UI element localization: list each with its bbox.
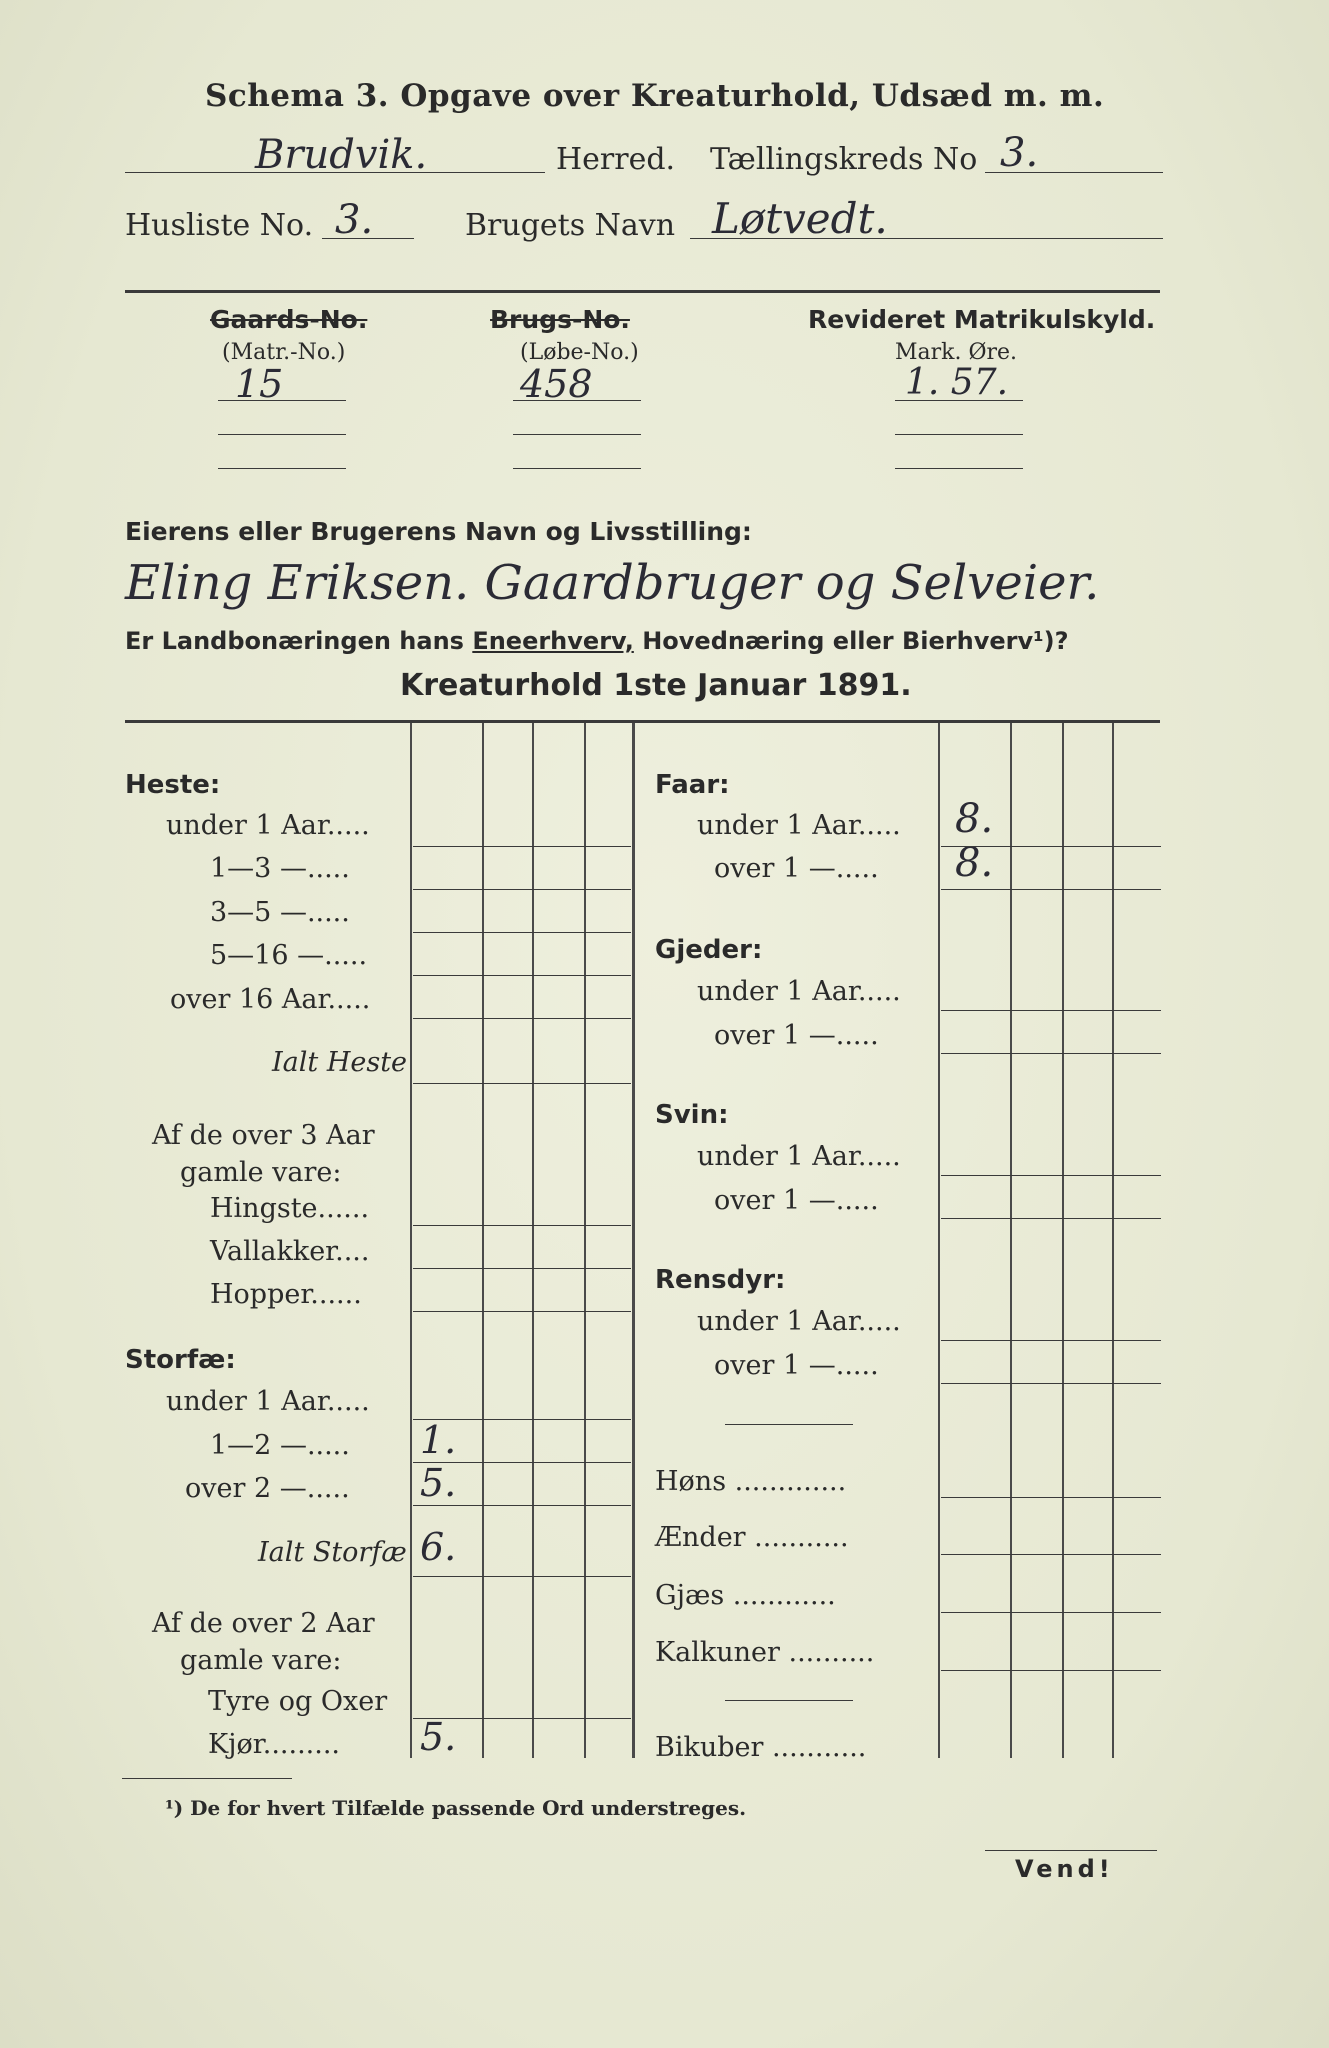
vrule-left-3: [532, 723, 534, 1758]
faar-under-label: under 1 Aar.....: [697, 810, 901, 841]
matrikul-sublabel: Mark. Øre.: [895, 340, 1018, 365]
landbo-question: [125, 627, 1069, 655]
af2-line-b: gamle vare:: [180, 1645, 342, 1676]
heste-row-2: 1—3 —.....: [210, 853, 350, 884]
faar-under-value: 8.: [955, 796, 994, 842]
owner-label: Eierens eller Brugerens Navn og Livsstilling:: [125, 517, 752, 546]
storfae-row-2: 1—2 —.....: [210, 1430, 350, 1461]
right-separator-2: [725, 1700, 853, 1701]
lrow-line-s3: [413, 1505, 631, 1506]
lrow-line-4: [413, 975, 631, 976]
footnote: ¹) De for hvert Tilfælde passende Ord understreges.: [165, 1796, 747, 1820]
lrow-line-s2: [413, 1462, 631, 1463]
question-part-a: Er Landbonæringen hans: [125, 627, 464, 655]
matrikul-line-1: [895, 400, 1023, 401]
vrule-left-4: [584, 723, 586, 1758]
lrow-line-1: [413, 846, 631, 847]
matrikul-line-3: [895, 468, 1023, 469]
kreds-underline: [985, 172, 1163, 173]
kjor-label: Kjør.........: [208, 1729, 340, 1760]
ialt-storfae: Ialt Storfæ: [258, 1537, 407, 1568]
rrow-line-3: [941, 1010, 1161, 1011]
storfae-value-over2: 5.: [420, 1461, 457, 1505]
aender-label: Ænder ...........: [655, 1522, 849, 1553]
lrow-line-hopper: [413, 1311, 631, 1312]
vend-label: Vend!: [1015, 1855, 1114, 1883]
gaards-line-3: [218, 468, 346, 469]
rrow-line-1: [941, 846, 1161, 847]
af2-line-a: Af de over 2 Aar: [152, 1608, 375, 1639]
brugs-value: 458: [520, 362, 593, 406]
storfae-row-3: over 2 —.....: [185, 1473, 350, 1504]
lrow-line-hingste: [413, 1225, 631, 1226]
heste-row-5: over 16 Aar.....: [170, 984, 371, 1015]
table-title: Kreaturhold 1ste Januar 1891.: [400, 668, 912, 703]
husliste-label: Husliste No.: [125, 208, 314, 243]
vrule-right-4: [1112, 723, 1114, 1758]
kjor-value: 5.: [420, 1715, 457, 1759]
rrow-line-hons: [941, 1497, 1161, 1498]
svin-heading: Svin:: [655, 1100, 729, 1130]
vrule-left-1: [410, 723, 412, 1758]
rensdyr-over-label: over 1 —.....: [714, 1350, 879, 1381]
vallakker-label: Vallakker....: [210, 1236, 370, 1267]
lrow-line-s1: [413, 1419, 631, 1420]
vrule-right-1: [938, 723, 940, 1758]
ialt-heste: Ialt Heste: [272, 1047, 408, 1078]
rrow-line-kalkuner: [941, 1670, 1161, 1671]
gaards-line-2: [218, 434, 346, 435]
faar-over-label: over 1 —.....: [714, 853, 879, 884]
lrow-line-tyre: [413, 1718, 631, 1719]
rrow-line-4: [941, 1053, 1161, 1054]
rrow-line-gjaes: [941, 1612, 1161, 1613]
bikuber-label: Bikuber ...........: [655, 1732, 867, 1763]
af3-line-b: gamle vare:: [180, 1157, 342, 1188]
heste-row-1: under 1 Aar.....: [166, 810, 370, 841]
lrow-line-ialt-s: [413, 1576, 631, 1577]
svin-under-label: under 1 Aar.....: [697, 1141, 901, 1172]
rrow-line-7: [941, 1340, 1161, 1341]
right-separator-1: [725, 1424, 853, 1425]
storfae-value-1-2: 1.: [420, 1418, 457, 1462]
vrule-divider: [632, 723, 635, 1758]
gaards-sublabel: (Matr.-No.): [222, 340, 346, 365]
rensdyr-under-label: under 1 Aar.....: [697, 1306, 901, 1337]
header-rule: [125, 290, 1160, 293]
heste-heading: Heste:: [125, 770, 221, 800]
lrow-line-2: [413, 889, 631, 890]
husliste-underline: [322, 238, 414, 239]
kreds-label: Tællingskreds No: [710, 142, 978, 177]
rrow-line-2: [941, 889, 1161, 890]
brug-label: Brugets Navn: [465, 208, 676, 243]
vrule-right-2: [1010, 723, 1012, 1758]
hons-label: Høns .............: [655, 1466, 847, 1497]
matrikul-value: 1. 57.: [905, 362, 1009, 403]
brug-underline: [690, 238, 1163, 239]
gaards-line-1: [218, 400, 346, 401]
brugs-label: Brugs-No.: [490, 305, 630, 334]
rensdyr-heading: Rensdyr:: [655, 1265, 786, 1295]
rrow-line-6: [941, 1218, 1161, 1219]
tyre-label: Tyre og Oxer: [208, 1686, 388, 1717]
gjeder-heading: Gjeder:: [655, 935, 763, 965]
brug-value: Løtvedt.: [712, 194, 888, 243]
heste-row-3: 3—5 —.....: [210, 897, 350, 928]
brugs-line-1: [513, 400, 641, 401]
footnote-rule: [122, 1778, 292, 1779]
kreds-value: 3.: [1000, 130, 1039, 176]
table-top-rule: [125, 720, 1160, 723]
lrow-line-5: [413, 1018, 631, 1019]
hingste-label: Hingste......: [210, 1193, 370, 1224]
ialt-storfae-value: 6.: [420, 1525, 457, 1569]
rrow-line-aender: [941, 1554, 1161, 1555]
vrule-right-3: [1062, 723, 1064, 1758]
rrow-line-5: [941, 1175, 1161, 1176]
faar-over-value: 8.: [955, 840, 994, 886]
kalkuner-label: Kalkuner ..........: [655, 1637, 875, 1668]
brugs-sublabel: (Løbe-No.): [520, 340, 639, 365]
heste-row-4: 5—16 —.....: [210, 940, 368, 971]
matrikul-line-2: [895, 434, 1023, 435]
lrow-line-vallakker: [413, 1268, 631, 1269]
brugs-line-2: [513, 434, 641, 435]
question-part-c: Hovednæring eller Bierhverv¹)?: [642, 627, 1069, 655]
gaards-value: 15: [235, 362, 284, 406]
question-underlined: Eneerhverv,: [472, 627, 634, 655]
gjaes-label: Gjæs ............: [655, 1580, 836, 1611]
svin-over-label: over 1 —.....: [714, 1185, 879, 1216]
lrow-line-3: [413, 932, 631, 933]
lrow-line-ialt: [413, 1083, 631, 1084]
form-title: Schema 3. Opgave over Kreaturhold, Udsæd m. m.: [205, 78, 1105, 114]
brugs-line-3: [513, 468, 641, 469]
gjeder-over-label: over 1 —.....: [714, 1020, 879, 1051]
af3-line-a: Af de over 3 Aar: [152, 1120, 375, 1151]
owner-value: Eling Eriksen. Gaardbruger og Selveier.: [125, 555, 1100, 611]
herred-underline: [125, 172, 545, 173]
storfae-row-1: under 1 Aar.....: [166, 1386, 370, 1417]
husliste-value: 3.: [335, 197, 374, 243]
hopper-label: Hopper......: [210, 1279, 362, 1310]
gjeder-under-label: under 1 Aar.....: [697, 976, 901, 1007]
gaards-label: Gaards-No.: [210, 305, 368, 334]
herred-label: Herred.: [556, 142, 676, 177]
herred-value: Brudvik.: [255, 132, 428, 178]
storfae-heading: Storfæ:: [125, 1345, 236, 1375]
faar-heading: Faar:: [655, 770, 730, 800]
vrule-left-2: [482, 723, 484, 1758]
matrikul-label: Revideret Matrikulskyld.: [808, 305, 1156, 334]
rrow-line-8: [941, 1383, 1161, 1384]
vend-rule: [985, 1850, 1157, 1851]
